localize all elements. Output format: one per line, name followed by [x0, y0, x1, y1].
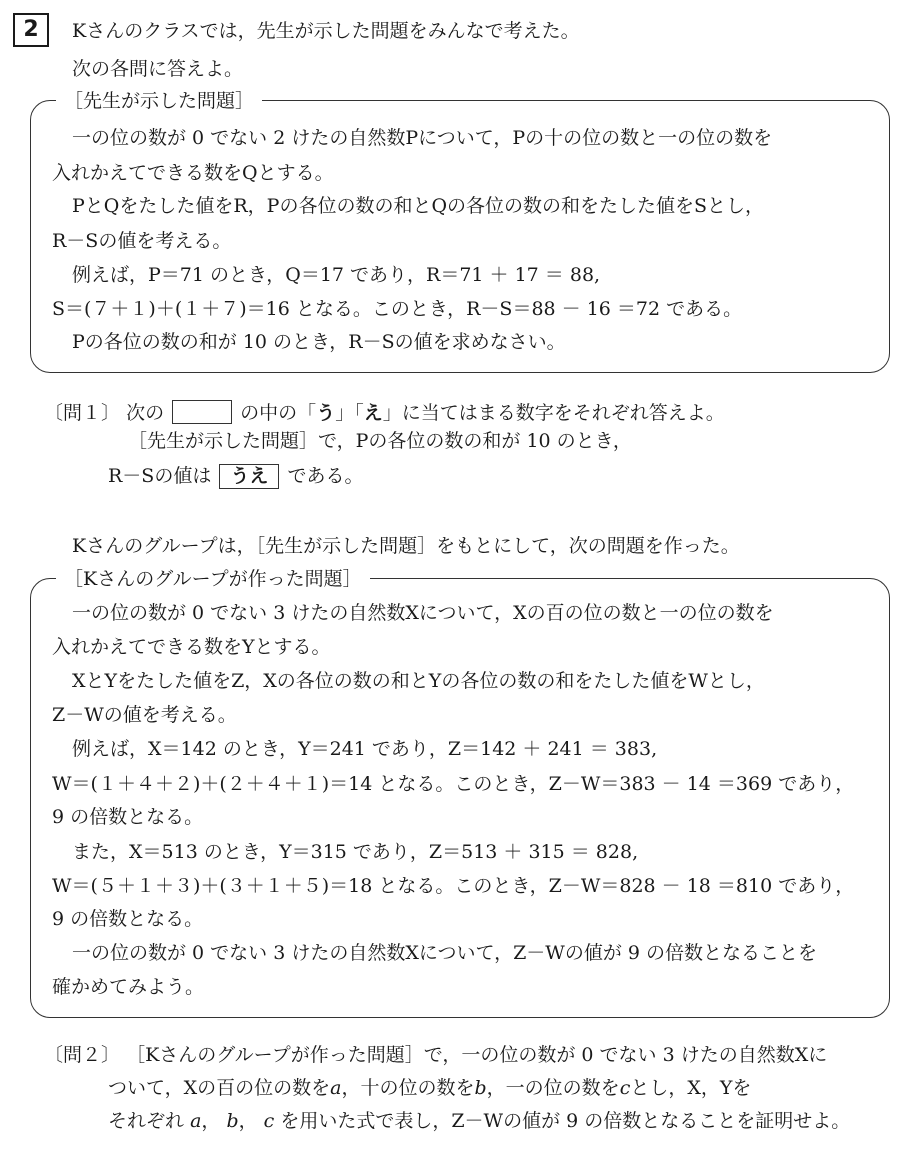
group-line-6: W＝(１＋４＋２)＋(２＋４＋１)＝14 となる。このとき，Z－W＝383 － 14 ＝369 であり，: [52, 773, 855, 795]
q2-var-b-2: b: [226, 1110, 239, 1132]
group-line-3: XとYをたした値をZ，Xの各位の数の和とYの各位の数の和をたした値をWとし，: [72, 670, 765, 692]
teacher-line-4: R－Sの値を考える。: [52, 230, 232, 252]
q2-line-2-a: ついて，Xの百の位の数を: [108, 1077, 331, 1099]
q2-line-2-d: とし，X，Yを: [630, 1077, 752, 1099]
q2-var-c: c: [619, 1077, 631, 1099]
teacher-line-7: Pの各位の数の和が 10 のとき，R－Sの値を求めなさい。: [72, 331, 566, 353]
intro-line-2: 次の各問に答えよ。: [72, 58, 244, 80]
group-line-1: 一の位の数が 0 でない 3 けたの自然数Xについて，Xの百の位の数と一の位の数を: [72, 602, 774, 624]
q1-e: え: [363, 402, 383, 424]
group-line-12: 確かめてみよう。: [52, 976, 205, 998]
group-line-10: 9 の倍数となる。: [52, 908, 204, 930]
q1-line-3-pre: R－Sの値は: [108, 465, 212, 487]
q1-text-c: 」に当てはまる数字をそれぞれ答えよ。: [382, 402, 725, 424]
teacher-line-2: 入れかえてできる数をQとする。: [52, 162, 334, 184]
teacher-line-5: 例えば，P＝71 のとき，Q＝17 であり，R＝71 ＋ 17 ＝ 88,: [72, 264, 601, 286]
group-line-5: 例えば，X＝142 のとき，Y＝241 であり，Z＝142 ＋ 241 ＝ 383,: [72, 738, 658, 760]
q2-line-2-b: ，十の位の数を: [341, 1077, 475, 1099]
teacher-line-1: 一の位の数が 0 でない 2 けたの自然数Pについて，Pの十の位の数と一の位の数を: [72, 127, 773, 149]
q1-label: 〔問１〕: [44, 402, 121, 424]
q2-var-c-2: c: [263, 1110, 275, 1132]
group-line-7: 9 の倍数となる。: [52, 806, 204, 828]
group-line-2: 入れかえてできる数をYとする。: [52, 636, 331, 658]
q2-line-2: [108, 1079, 751, 1098]
q1-line-1: [44, 400, 725, 424]
teacher-problem-label: ［先生が示した問題］: [56, 92, 262, 111]
q2-var-a-2: a: [190, 1110, 202, 1132]
q2-var-a: a: [330, 1077, 342, 1099]
q2-line-3: それぞれ a， b， c を用いた式で表し，Z－Wの値が 9 の倍数となることを証明せよ。: [108, 1110, 851, 1132]
q2-line-2-c: ，一の位の数を: [486, 1077, 620, 1099]
teacher-line-6: S＝(７＋１)＋(１＋７)＝16 となる。このとき，R－S＝88 － 16 ＝72 である。: [52, 298, 743, 320]
q1-line-3: [108, 464, 363, 489]
q1-text-b: の中の「: [240, 402, 317, 424]
q1-answer-box: うえ: [219, 464, 279, 489]
q2-line-1-text: ［Kさんのグループが作った問題］で，一の位の数が 0 でない 3 けたの自然数Xに: [126, 1044, 828, 1066]
group-problem-label: ［Kさんのグループが作った問題］: [56, 570, 370, 589]
q1-line-3-post: である。: [287, 465, 364, 487]
q1-line-2: ［先生が示した問題］で，Pの各位の数の和が 10 のとき，: [128, 430, 632, 452]
q2-line-3-a: それぞれ: [108, 1110, 185, 1132]
q1-blank-box: [172, 400, 232, 424]
group-line-11: 一の位の数が 0 でない 3 けたの自然数Xについて，Z－Wの値が 9 の倍数となることを: [72, 942, 818, 964]
group-line-9: W＝(５＋１＋３)＋(３＋１＋５)＝18 となる。このとき，Z－W＝828 － 18 ＝810 であり，: [52, 875, 855, 897]
q2-line-1: [44, 1046, 827, 1065]
q1-text-a: 次の: [126, 402, 165, 424]
teacher-line-3: PとQをたした値をR，Pの各位の数の和とQの各位の数の和をたした値をSとし，: [72, 195, 765, 217]
intro-line-1: Kさんのクラスでは，先生が示した問題をみんなで考えた。: [72, 20, 580, 42]
q1-u: う: [316, 402, 336, 424]
k-intro: Kさんのグループは，［先生が示した問題］をもとにして，次の問題を作った。: [72, 535, 740, 557]
q2-line-3-b: を用いた式で表し，Z－Wの値が 9 の倍数となることを証明せよ。: [280, 1110, 851, 1132]
q2-var-b: b: [474, 1077, 487, 1099]
group-line-4: Z－Wの値を考える。: [52, 704, 237, 726]
q1-mid: 」「: [335, 402, 364, 424]
group-line-8: また，X＝513 のとき，Y＝315 であり，Z＝513 ＋ 315 ＝ 828,: [72, 841, 639, 863]
question-number: 2: [13, 13, 49, 47]
q2-label: 〔問２〕: [44, 1044, 121, 1066]
